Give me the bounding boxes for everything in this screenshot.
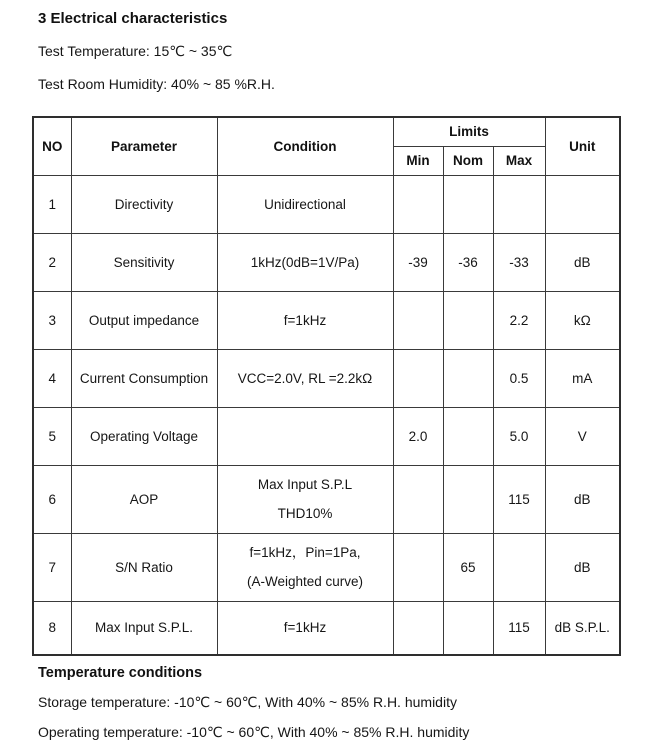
cell-parameter: Output impedance <box>71 291 217 349</box>
cell-nom: -36 <box>443 233 493 291</box>
header-min: Min <box>393 146 443 175</box>
cell-nom <box>443 465 493 533</box>
header-unit: Unit <box>545 117 620 175</box>
condition-line: f=1kHz <box>283 312 327 328</box>
cell-parameter: Current Consumption <box>71 349 217 407</box>
table-header-row-top <box>33 117 620 146</box>
temperature-conditions-title: Temperature conditions <box>38 665 203 681</box>
cell-unit: V <box>545 407 620 465</box>
cell-min <box>393 349 443 407</box>
table-row <box>33 349 620 407</box>
cell-unit: kΩ <box>545 291 620 349</box>
table-row <box>33 533 620 601</box>
condition-line: f=1kHz，Pin=1Pa, <box>249 545 361 560</box>
cell-no: 3 <box>33 291 71 349</box>
cell-unit: dB <box>545 465 620 533</box>
table-row <box>33 601 620 655</box>
condition-line: Max Input S.P.L <box>257 477 353 492</box>
cell-no: 8 <box>33 601 71 655</box>
cell-nom <box>443 601 493 655</box>
table-row <box>33 291 620 349</box>
condition-line: f=1kHz <box>283 620 327 636</box>
cell-unit <box>545 175 620 233</box>
cell-no: 7 <box>33 533 71 601</box>
cell-nom: 65 <box>443 533 493 601</box>
cell-nom <box>443 291 493 349</box>
storage-temperature-line: Storage temperature: -10℃ ~ 60℃, With 40% ~ 85% R.H. humidity <box>38 694 457 710</box>
cell-condition <box>217 291 393 349</box>
cell-condition <box>217 349 393 407</box>
cell-min <box>393 175 443 233</box>
cell-max: 5.0 <box>493 407 545 465</box>
cell-parameter: AOP <box>71 465 217 533</box>
header-condition: Condition <box>217 117 393 175</box>
cell-min <box>393 465 443 533</box>
cell-min <box>393 533 443 601</box>
cell-min <box>393 291 443 349</box>
cell-condition <box>217 233 393 291</box>
cell-parameter: Operating Voltage <box>71 407 217 465</box>
test-humidity-line: Test Room Humidity: 40% ~ 85 %R.H. <box>38 76 275 92</box>
header-limits: Limits <box>393 117 545 146</box>
condition-line: THD10% <box>277 506 333 521</box>
cell-unit: dB <box>545 533 620 601</box>
section-title: 3 Electrical characteristics <box>38 10 228 27</box>
condition-line: (A-Weighted curve) <box>246 574 364 589</box>
cell-unit: dB <box>545 233 620 291</box>
cell-unit: mA <box>545 349 620 407</box>
header-max: Max <box>493 146 545 175</box>
cell-max: 0.5 <box>493 349 545 407</box>
cell-unit: dB S.P.L. <box>545 601 620 655</box>
operating-temperature-line: Operating temperature: -10℃ ~ 60℃, With 40% ~ 85% R.H. humidity <box>38 724 470 740</box>
cell-min: 2.0 <box>393 407 443 465</box>
cell-nom <box>443 407 493 465</box>
condition-line: 1kHz(0dB=1V/Pa) <box>250 254 360 270</box>
cell-max: -33 <box>493 233 545 291</box>
cell-condition <box>217 601 393 655</box>
cell-max: 115 <box>493 601 545 655</box>
cell-nom <box>443 349 493 407</box>
electrical-characteristics-table <box>32 116 621 656</box>
table-row <box>33 465 620 533</box>
cell-condition <box>217 533 393 601</box>
cell-no: 5 <box>33 407 71 465</box>
cell-parameter: Sensitivity <box>71 233 217 291</box>
cell-condition <box>217 175 393 233</box>
cell-max <box>493 175 545 233</box>
cell-no: 2 <box>33 233 71 291</box>
cell-no: 1 <box>33 175 71 233</box>
cell-max: 2.2 <box>493 291 545 349</box>
cell-min <box>393 601 443 655</box>
cell-no: 4 <box>33 349 71 407</box>
test-temperature-line: Test Temperature: 15℃ ~ 35℃ <box>38 43 233 59</box>
header-parameter: Parameter <box>71 117 217 175</box>
table-row <box>33 175 620 233</box>
cell-max <box>493 533 545 601</box>
cell-parameter: Directivity <box>71 175 217 233</box>
header-nom: Nom <box>443 146 493 175</box>
header-no: NO <box>33 117 71 175</box>
table-row <box>33 407 620 465</box>
cell-condition <box>217 407 393 465</box>
cell-condition <box>217 465 393 533</box>
cell-no: 6 <box>33 465 71 533</box>
cell-parameter: Max Input S.P.L. <box>71 601 217 655</box>
cell-max: 115 <box>493 465 545 533</box>
cell-nom <box>443 175 493 233</box>
condition-line: VCC=2.0V, RL =2.2kΩ <box>237 370 373 386</box>
table-row <box>33 233 620 291</box>
cell-min: -39 <box>393 233 443 291</box>
cell-parameter: S/N Ratio <box>71 533 217 601</box>
condition-line: Unidirectional <box>264 196 346 212</box>
